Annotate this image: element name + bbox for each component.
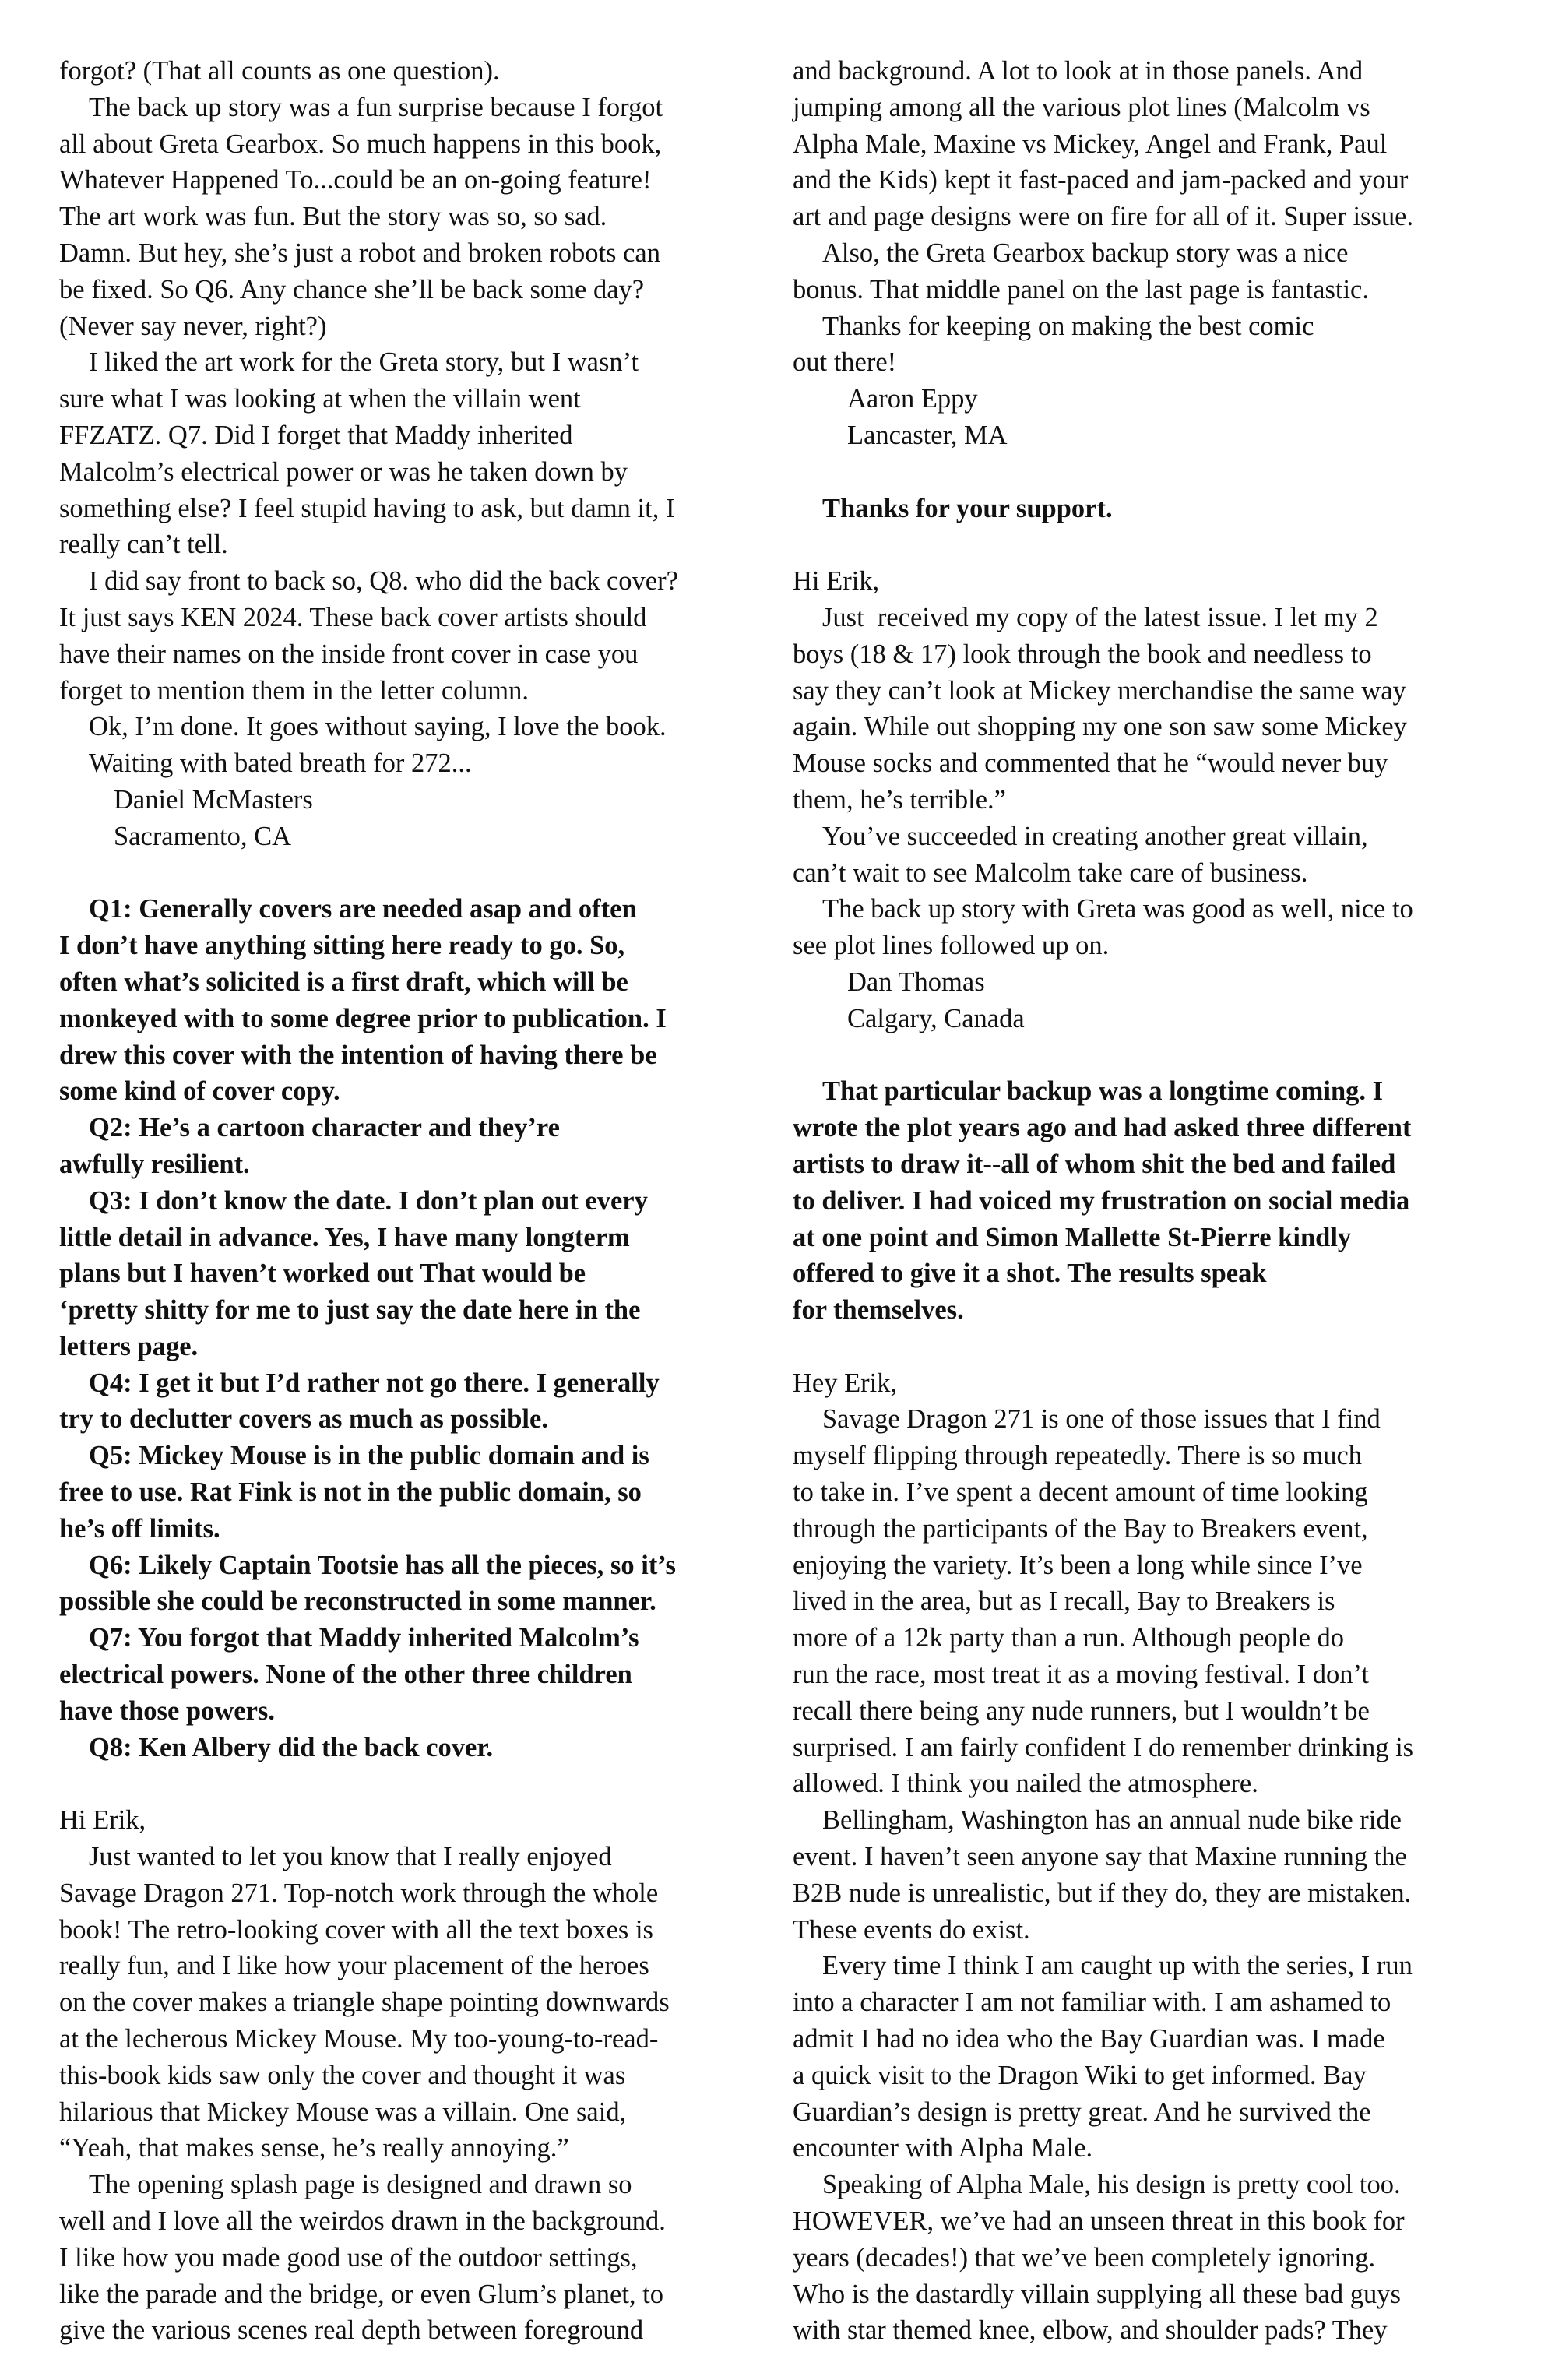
text-line: Savage Dragon 271. Top-notch work through the whole: [59, 1878, 659, 1908]
text-line: all about Greta Gearbox. So much happens in this book,: [59, 129, 662, 159]
text-line: for themselves.: [793, 1295, 964, 1326]
text-line: Whatever Happened To...could be an on-going feature!: [59, 165, 652, 195]
text-line: into a character I am not familiar with. I am ashamed to: [793, 1987, 1391, 2018]
text-line: Just wanted to let you know that I really enjoyed: [89, 1842, 612, 1872]
text-line: offered to give it a shot. The results speak: [793, 1259, 1267, 1289]
text-line: admit I had no idea who the Bay Guardian was. I made: [793, 2024, 1385, 2054]
text-line: to deliver. I had voiced my frustration on social media: [793, 1185, 1410, 1216]
text-line: Who is the dastardly villain supplying all these bad guys: [793, 2279, 1401, 2309]
text-line: Guardian’s design is pretty great. And he survived the: [793, 2097, 1371, 2127]
text-line: well and I love all the weirdos drawn in the background.: [59, 2206, 666, 2237]
text-line: (Never say never, right?): [59, 311, 327, 341]
text-line: These events do exist.: [793, 1914, 1030, 1945]
text-line: more of a 12k party than a run. Although people do: [793, 1623, 1345, 1653]
text-line: often what’s solicited is a first draft, which will be: [59, 966, 628, 997]
text-line: Hi Erik,: [59, 1805, 146, 1836]
paragraph-spacer: [793, 526, 1493, 563]
text-line: Ok, I’m done. It goes without saying, I love the book.: [89, 712, 667, 742]
text-line: I did say front to back so, Q8. who did the back cover?: [89, 566, 678, 597]
left-column: [59, 53, 760, 2349]
text-line: Hey Erik,: [793, 1368, 898, 1398]
text-line: he’s off limits.: [59, 1513, 220, 1544]
text-line: give the various scenes real depth between foreground: [59, 2315, 644, 2346]
text-line: and background. A lot to look at in those panels. And: [793, 56, 1363, 86]
text-line: That particular backup was a longtime coming. I: [822, 1076, 1384, 1107]
text-line: ‘pretty shitty for me to just say the date here in the: [59, 1295, 641, 1326]
text-line: Calgary, Canada: [847, 1003, 1025, 1033]
text-line: hilarious that Mickey Mouse was a villain. One said,: [59, 2097, 627, 2127]
text-line: and the Kids) kept it fast-paced and jam-packed and your: [793, 165, 1409, 195]
text-line: possible she could be reconstructed in some manner.: [59, 1586, 656, 1617]
text-line: B2B nude is unrealistic, but if they do, they are mistaken.: [793, 1878, 1412, 1908]
text-line: Q2: He’s a cartoon character and they’re: [89, 1113, 560, 1143]
text-line: sure what I was looking at when the villain went: [59, 384, 581, 414]
text-line: myself flipping through repeatedly. There is so much: [793, 1441, 1363, 1471]
text-line: Malcolm’s electrical power or was he taken down by: [59, 456, 628, 487]
text-line: plans but I haven’t worked out That would be: [59, 1259, 586, 1289]
text-line: enjoying the variety. It’s been a long while since I’ve: [793, 1550, 1363, 1580]
text-line: Savage Dragon 271 is one of those issues that I find: [822, 1404, 1381, 1435]
text-line: art and page designs were on fire for all of it. Super issue.: [793, 202, 1414, 232]
text-line: run the race, most treat it as a moving festival. I don’t: [793, 1660, 1369, 1690]
text-line: recall there being any nude runners, but I wouldn’t be: [793, 1695, 1370, 1726]
text-line: Every time I think I am caught up with the series, I run: [822, 1951, 1413, 1981]
text-line: encounter with Alpha Male.: [793, 2133, 1093, 2163]
text-line: lived in the area, but as I recall, Bay to Breakers is: [793, 1586, 1335, 1617]
text-line: artists to draw it--all of whom shit the bed and failed: [793, 1149, 1396, 1179]
text-line: try to declutter covers as much as possible.: [59, 1404, 548, 1435]
text-line: can’t wait to see Malcolm take care of business.: [793, 857, 1308, 888]
text-line: on the cover makes a triangle shape pointing downwards: [59, 1987, 670, 2018]
text-line: FFZATZ. Q7. Did I forget that Maddy inherited: [59, 420, 573, 450]
text-line: again. While out shopping my one son saw some Mickey: [793, 712, 1407, 742]
text-line: event. I haven’t seen anyone say that Maxine running the: [793, 1842, 1407, 1872]
text-line: The back up story was a fun surprise because I forgot: [89, 92, 663, 122]
paragraph-spacer: [59, 855, 760, 892]
text-line: Q8: Ken Albery did the back cover.: [89, 1732, 494, 1762]
text-line: forget to mention them in the letter column.: [59, 675, 529, 706]
text-line: Q3: I don’t know the date. I don’t plan out every: [89, 1185, 648, 1216]
text-line: wrote the plot years ago and had asked three different: [793, 1113, 1412, 1143]
text-line: The opening splash page is designed and drawn so: [89, 2170, 632, 2200]
text-line: Mouse socks and commented that he “would never buy: [793, 748, 1388, 779]
text-line: Daniel McMasters: [114, 784, 313, 815]
text-line: Also, the Greta Gearbox backup story was a nice: [822, 238, 1349, 268]
text-line: Dan Thomas: [847, 966, 985, 997]
text-line: Alpha Male, Maxine vs Mickey, Angel and Frank, Paul: [793, 129, 1388, 159]
text-line: book! The retro-looking cover with all the text boxes is: [59, 1914, 653, 1945]
text-line: little detail in advance. Yes, I have many longterm: [59, 1222, 630, 1252]
text-line: boys (18 & 17) look through the book and needless to: [793, 639, 1372, 669]
text-line: this-book kids saw only the cover and thought it was: [59, 2060, 626, 2090]
text-line: letters page.: [59, 1331, 199, 1361]
text-line: bonus. That middle panel on the last page is fantastic.: [793, 274, 1369, 305]
text-line: be fixed. So Q6. Any chance she’ll be back some day?: [59, 274, 645, 305]
text-line: have those powers.: [59, 1695, 275, 1726]
text-line: a quick visit to the Dragon Wiki to get informed. Bay: [793, 2060, 1367, 2090]
text-line: Q6: Likely Captain Tootsie has all the pieces, so it’s: [89, 1550, 676, 1580]
text-line: Q1: Generally covers are needed asap and often: [89, 894, 637, 924]
text-line: some kind of cover copy.: [59, 1076, 340, 1107]
text-line: at one point and Simon Mallette St-Pierre kindly: [793, 1222, 1352, 1252]
text-line: like the parade and the bridge, or even Glum’s planet, to: [59, 2279, 663, 2309]
text-line: awfully resilient.: [59, 1149, 250, 1179]
text-line: say they can’t look at Mickey merchandise the same way: [793, 675, 1406, 706]
text-line: Aaron Eppy: [847, 384, 978, 414]
text-line: through the participants of the Bay to Breakers event,: [793, 1513, 1368, 1544]
paragraph-spacer: [793, 1037, 1493, 1074]
text-line: Waiting with bated breath for 272...: [89, 748, 472, 779]
text-line: Hi Erik,: [793, 566, 880, 597]
text-line: with star themed knee, elbow, and shoulder pads? They: [793, 2315, 1388, 2346]
text-line: Bellingham, Washington has an annual nude bike ride: [822, 1805, 1402, 1836]
right-column: [793, 53, 1493, 2349]
text-line: drew this cover with the intention of having there be: [59, 1040, 657, 1070]
text-line: Lancaster, MA: [847, 420, 1008, 450]
text-line: surprised. I am fairly confident I do remember drinking is: [793, 1732, 1414, 1762]
text-line: monkeyed with to some degree prior to publication. I: [59, 1003, 667, 1033]
text-line: Thanks for your support.: [822, 493, 1113, 523]
text-line: I like how you made good use of the outdoor settings,: [59, 2242, 638, 2273]
text-line: The art work was fun. But the story was so, so sad.: [59, 202, 607, 232]
text-line: “Yeah, that makes sense, he’s really annoying.”: [59, 2133, 569, 2163]
text-line: out there!: [793, 347, 897, 378]
text-line: at the lecherous Mickey Mouse. My too-young-to-read-: [59, 2024, 659, 2054]
text-line: Speaking of Alpha Male, his design is pretty cool too.: [822, 2170, 1401, 2200]
text-line: Q4: I get it but I’d rather not go there. I generally: [89, 1368, 660, 1398]
text-line: really can’t tell.: [59, 530, 228, 560]
text-line: electrical powers. None of the other three children: [59, 1660, 632, 1690]
text-line: years (decades!) that we’ve been completely ignoring.: [793, 2242, 1376, 2273]
paragraph-spacer: [59, 1766, 760, 1802]
text-line: HOWEVER, we’ve had an unseen threat in this book for: [793, 2206, 1405, 2237]
text-line: see plot lines followed up on.: [793, 931, 1110, 961]
text-line: You’ve succeeded in creating another great villain,: [822, 821, 1368, 851]
text-line: free to use. Rat Fink is not in the public domain, so: [59, 1477, 642, 1508]
text-line: I liked the art work for the Greta story, but I wasn’t: [89, 347, 639, 378]
text-line: Sacramento, CA: [114, 821, 292, 851]
text-line: have their names on the inside front cover in case you: [59, 639, 639, 669]
text-line: something else? I feel stupid having to ask, but damn it, I: [59, 493, 675, 523]
text-line: Just received my copy of the latest issue. I let my 2: [822, 602, 1378, 632]
text-line: allowed. I think you nailed the atmosphere.: [793, 1769, 1258, 1799]
text-line: It just says KEN 2024. These back cover artists should: [59, 602, 647, 632]
text-line: to take in. I’ve spent a decent amount of time looking: [793, 1477, 1368, 1508]
text-line: really fun, and I like how your placement of the heroes: [59, 1951, 649, 1981]
text-line: I don’t have anything sitting here ready to go. So,: [59, 931, 625, 961]
text-line: Thanks for keeping on making the best comic: [822, 311, 1314, 341]
text-line: forgot? (That all counts as one question).: [59, 56, 500, 86]
text-line: Q5: Mickey Mouse is in the public domain and is: [89, 1441, 649, 1471]
text-line: Damn. But hey, she’s just a robot and broken robots can: [59, 238, 660, 268]
paragraph-spacer: [793, 454, 1493, 491]
paragraph-spacer: [793, 1329, 1493, 1365]
text-line: The back up story with Greta was good as well, nice to: [822, 894, 1413, 924]
text-line: them, he’s terrible.”: [793, 784, 1006, 815]
text-line: Q7: You forgot that Maddy inherited Malcolm’s: [89, 1623, 639, 1653]
text-line: jumping among all the various plot lines (Malcolm vs: [793, 92, 1370, 122]
